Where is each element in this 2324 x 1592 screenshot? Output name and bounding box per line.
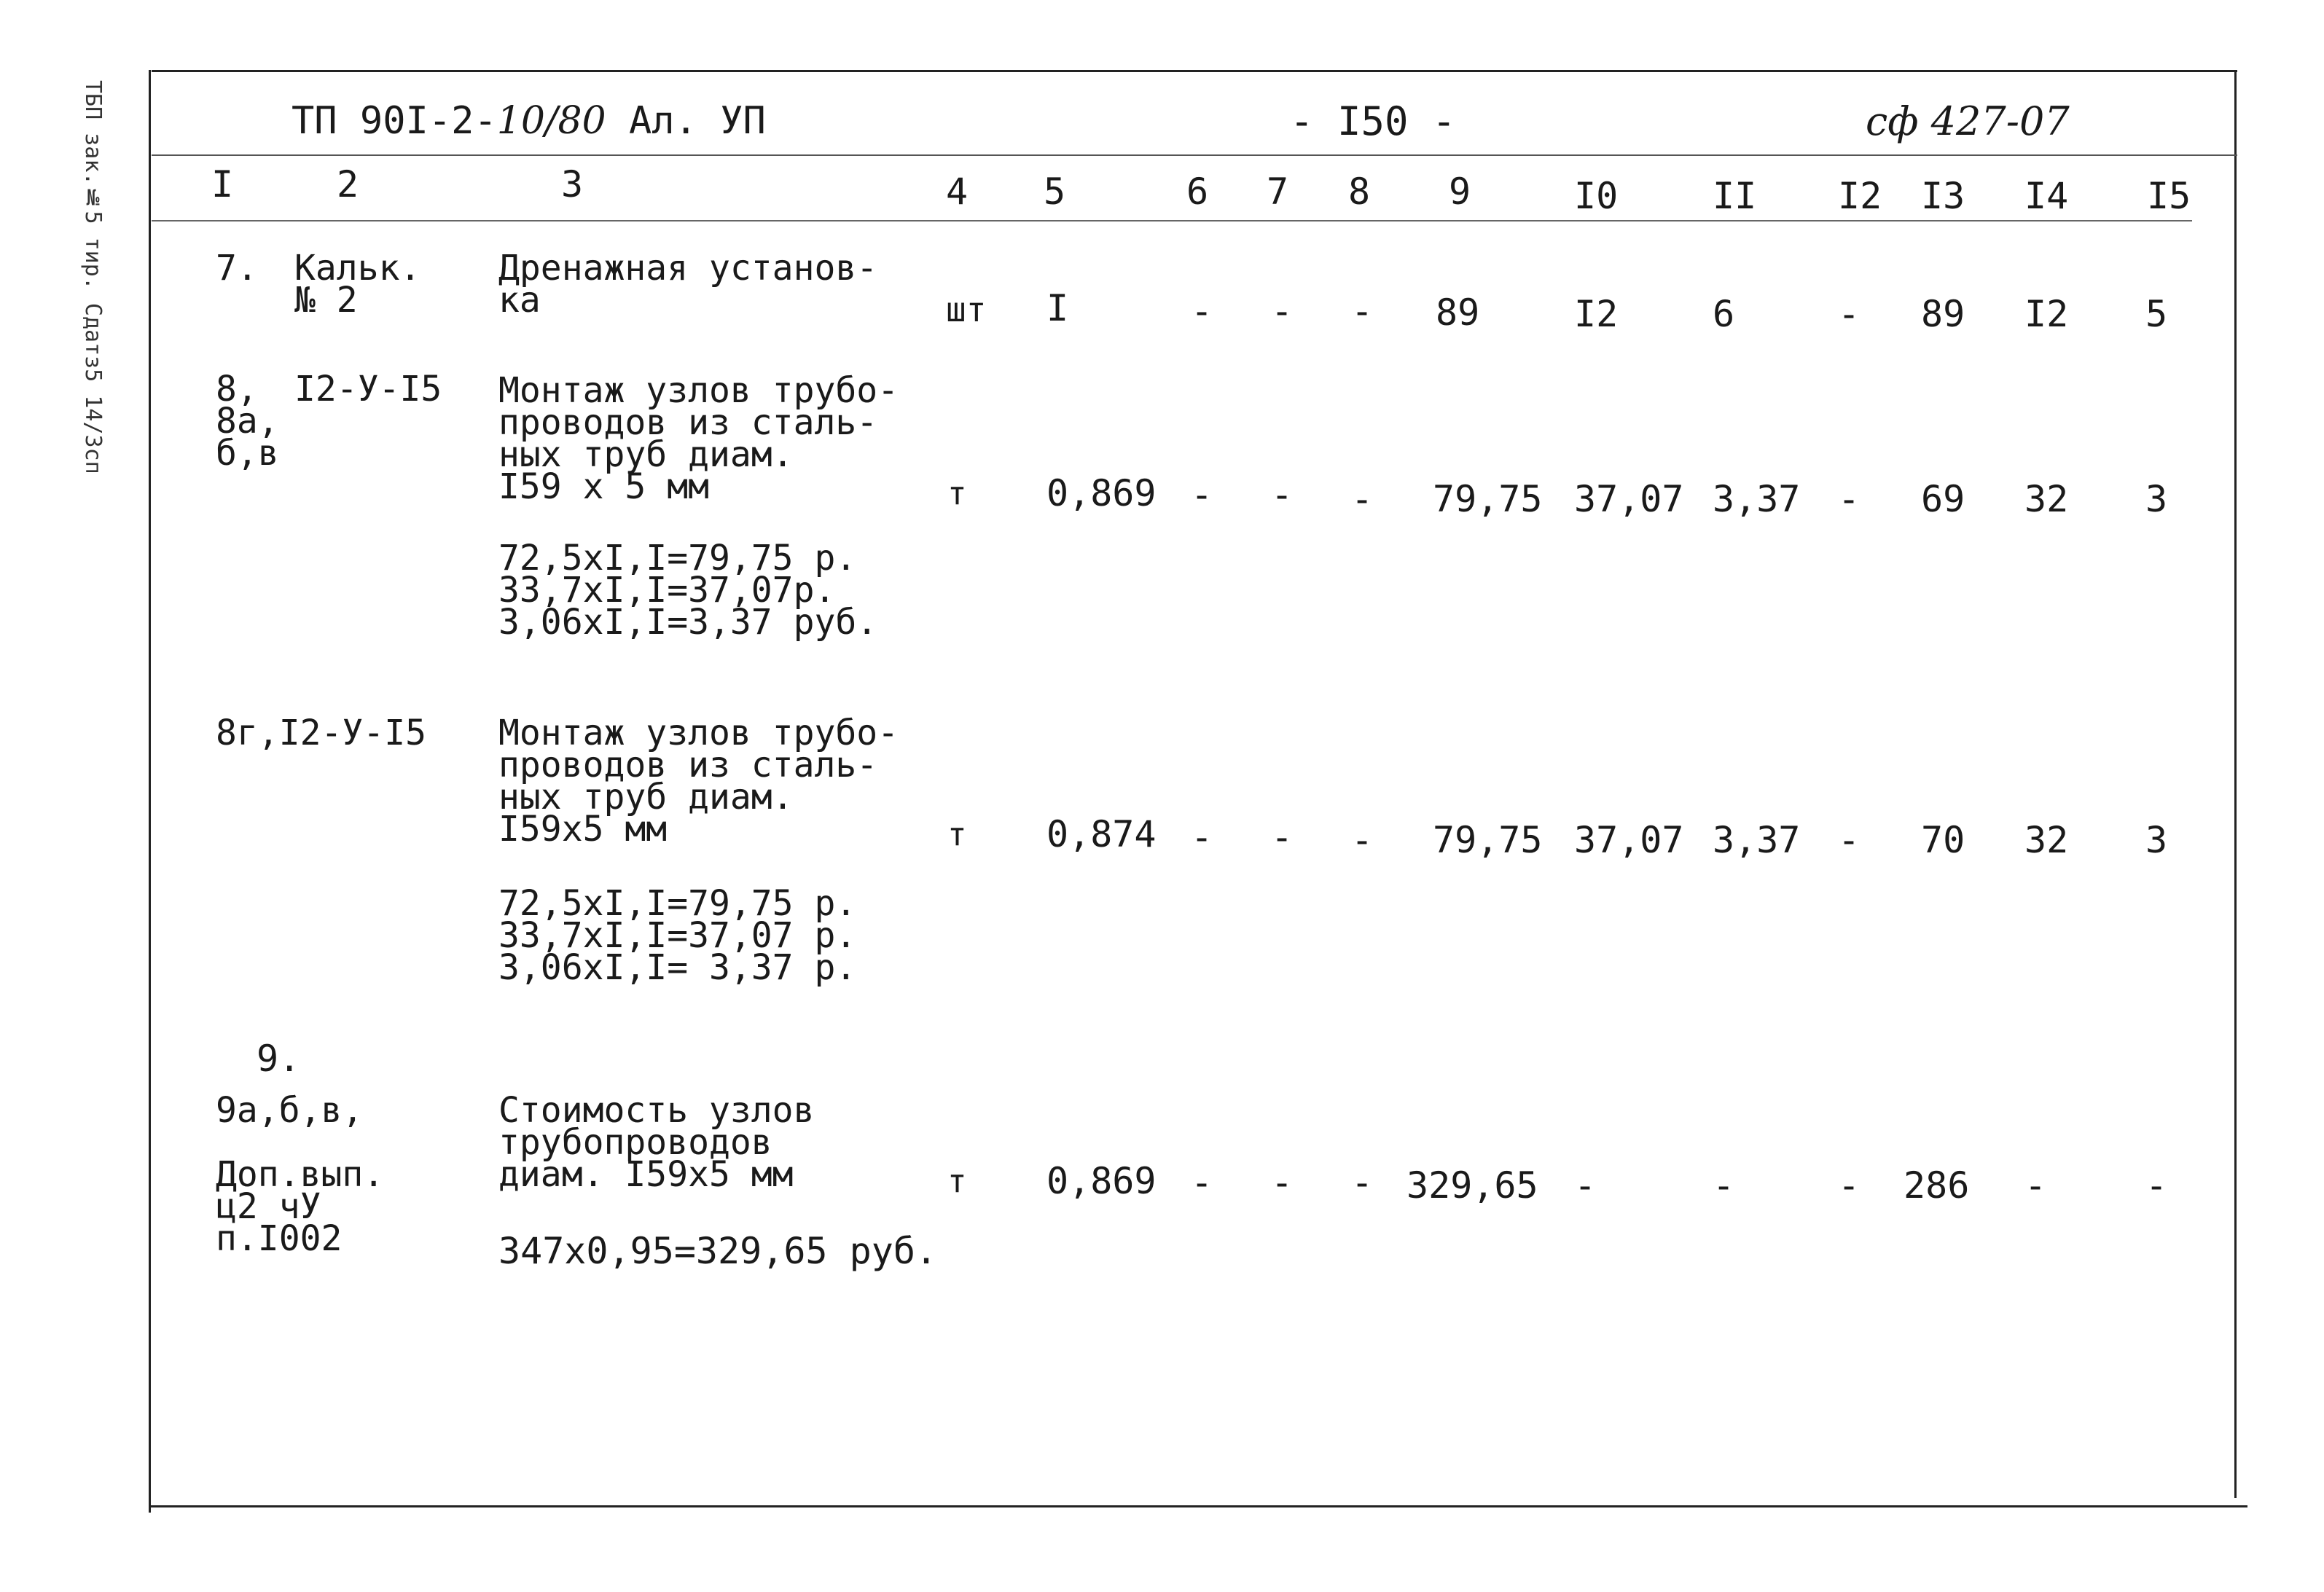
row-number: 7. [216, 248, 258, 289]
row-col13: 89 [1921, 293, 1965, 335]
row-unit: шт [946, 290, 987, 329]
row-col10: - [1574, 1164, 1597, 1207]
row-col15: 5 [2145, 293, 2168, 335]
row-col10: 37,07 [1574, 478, 1684, 520]
row-col6: - [1191, 816, 1213, 858]
row-col11: 6 [1713, 293, 1735, 335]
row-col7: - [1271, 290, 1294, 332]
frame-top-border [152, 70, 2237, 72]
row-col10: 37,07 [1574, 819, 1684, 861]
row-reference: Кальк. № 2 [294, 248, 421, 321]
row-description: Стоимость узлов трубопроводов диам. I59х5 мм [498, 1090, 815, 1195]
row-col12: - [1838, 1164, 1861, 1207]
row-col13: 69 [1921, 478, 1965, 520]
row-description: Монтаж узлов трубо- проводов из сталь- ных труб диам. I59 х 5 мм [498, 370, 899, 507]
row-col8: - [1351, 478, 1374, 520]
frame-bottom-border [149, 1505, 2247, 1507]
row-number: 8г,I2-У-I5 [216, 713, 426, 753]
column-header-6: 6 [1186, 170, 1209, 213]
document-code-handwritten: 10/80 [496, 99, 606, 143]
header-divider [152, 154, 2237, 156]
row-col10: I2 [1574, 293, 1619, 335]
column-header-2: 2 [337, 163, 359, 205]
row-col6: - [1191, 1161, 1213, 1204]
row-quantity: I [1046, 287, 1069, 329]
row-col9: 329,65 [1406, 1164, 1538, 1207]
row-col8: - [1351, 1161, 1374, 1204]
column-header-11: II [1713, 175, 1757, 217]
column-header-divider [152, 220, 2192, 221]
row-col7: - [1271, 474, 1294, 516]
row-col14: - [2024, 1164, 2047, 1207]
column-header-13: I3 [1921, 175, 1965, 217]
row-col8: - [1351, 819, 1374, 861]
row-col11: - [1713, 1164, 1735, 1207]
row-col11: 3,37 [1713, 478, 1801, 520]
column-header-5: 5 [1044, 170, 1066, 213]
row-unit: т [947, 475, 967, 512]
row-col12: - [1838, 819, 1861, 861]
row-col11: 3,37 [1713, 819, 1801, 861]
row-calculation: 72,5хI,I=79,75 р. 33,7хI,I=37,07р. 3,06хI,I=3,37 руб. [498, 538, 878, 643]
row-col9: 79,75 [1433, 478, 1543, 520]
row-reference: I2-У-I5 [294, 369, 442, 409]
row-col14: 32 [2024, 819, 2069, 861]
row-col6: - [1191, 290, 1213, 332]
column-header-9: 9 [1449, 170, 1471, 213]
frame-left-border [149, 70, 151, 1513]
row-quantity: 0,869 [1046, 472, 1157, 514]
row-number: 8, 8а, б,в [216, 369, 279, 474]
row-calculation: 72,5хI,I=79,75 р. 33,7хI,I=37,07 р. 3,06хI,I= 3,37 р. [498, 883, 857, 988]
margin-stamp: ТБП зак.№5 тир. Сдатз5 14/3сп [80, 80, 106, 474]
row-col13: 286 [1904, 1164, 1970, 1207]
row-quantity: 0,874 [1046, 813, 1157, 855]
row-col9: 89 [1436, 291, 1480, 334]
row-description: Дренажная установ- ка [498, 248, 878, 321]
column-header-4: 4 [946, 170, 969, 213]
row-col7: - [1271, 816, 1294, 858]
column-header-7: 7 [1267, 170, 1289, 213]
column-header-10: I0 [1574, 175, 1619, 217]
column-header-15: I5 [2147, 175, 2191, 217]
row-col7: - [1271, 1161, 1294, 1204]
row-calculation: 347х0,95=329,65 руб. [498, 1230, 938, 1272]
row-number: 9а,б,в, Доп.вып. ц2 чУ п.I002 [216, 1090, 385, 1259]
row-unit: т [947, 816, 967, 853]
row-col13: 70 [1921, 819, 1965, 861]
document-code-suffix: Ал. УП [628, 99, 766, 143]
row-col9: 79,75 [1433, 819, 1543, 861]
frame-right-border [2234, 70, 2237, 1498]
row-col8: - [1351, 290, 1374, 332]
row-col15: 3 [2145, 478, 2168, 520]
column-header-8: 8 [1348, 170, 1371, 213]
document-code [292, 99, 766, 143]
page-number: - I50 - [1290, 98, 1456, 144]
row-col15: 3 [2145, 819, 2168, 861]
row-col14: 32 [2024, 478, 2069, 520]
row-quantity: 0,869 [1046, 1160, 1157, 1202]
column-header-12: I2 [1838, 175, 1882, 217]
row-unit: т [947, 1163, 967, 1200]
column-header-14: I4 [2024, 175, 2069, 217]
row-col14: I2 [2024, 293, 2069, 335]
row-col12: - [1838, 478, 1861, 520]
sheet-reference: сф 427-07 [1866, 98, 2070, 144]
row-number-top: 9. [257, 1038, 301, 1080]
column-header-3: 3 [561, 163, 584, 205]
row-col6: - [1191, 474, 1213, 516]
row-col15: - [2145, 1164, 2168, 1207]
document-code-prefix: ТП 90I-2- [292, 99, 497, 143]
row-description: Монтаж узлов трубо- проводов из сталь- ных труб диам. I59х5 мм [498, 713, 899, 850]
column-header-1: I [211, 163, 234, 205]
row-col12: - [1838, 293, 1861, 335]
